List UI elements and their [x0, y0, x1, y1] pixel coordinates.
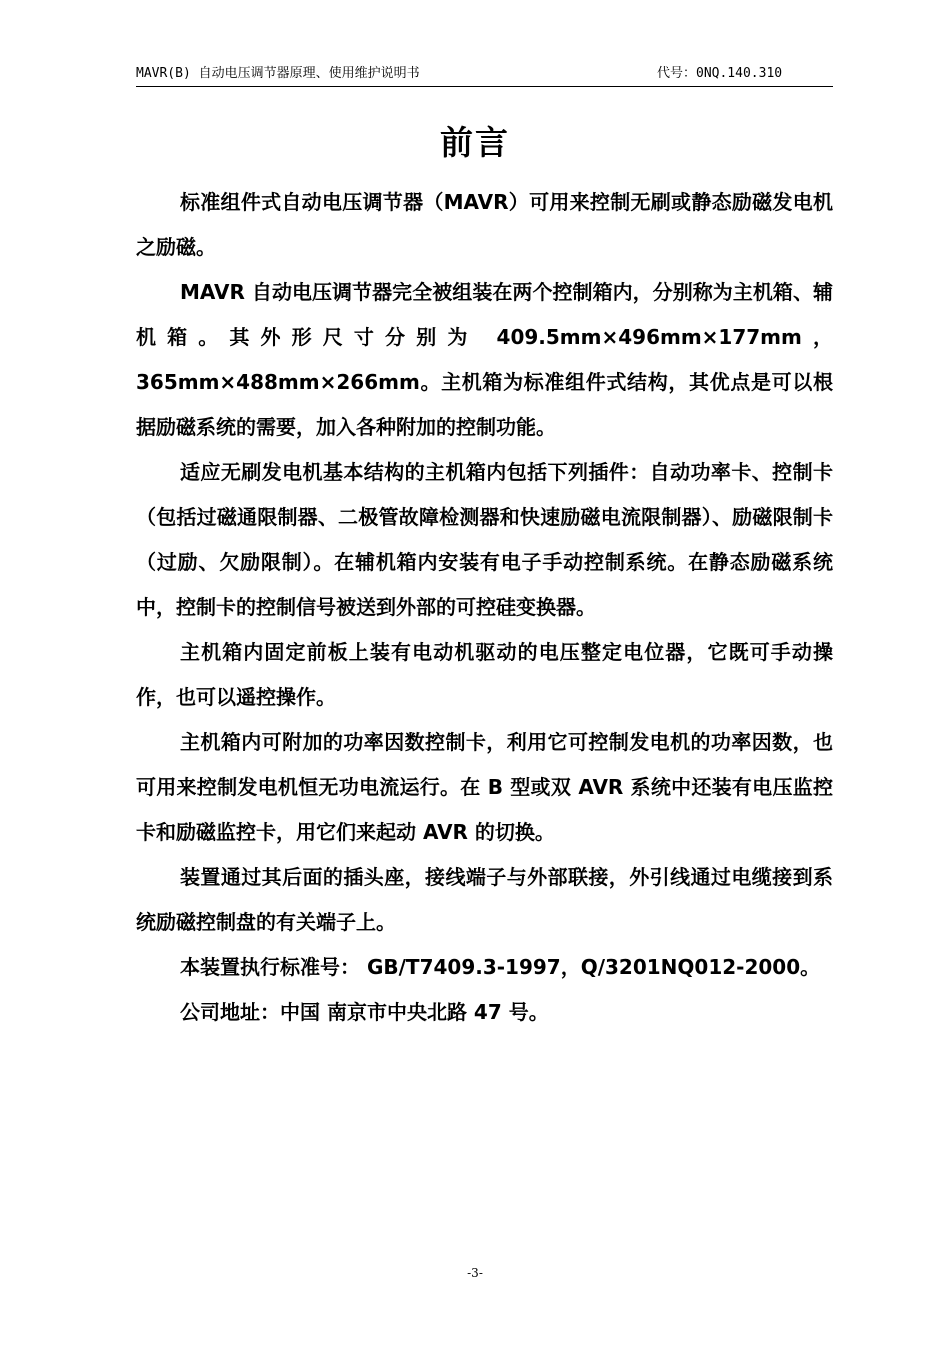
paragraph-power-factor-card: 主机箱内可附加的功率因数控制卡，利用它可控制发电机的功率因数，也可用来控制发电机恒无功电流运行。在 B 型或双 AVR 系统中还装有电压监控卡和励磁监控卡，用它们来起动 AVR 的切换。 — [136, 730, 833, 844]
paragraph-standard-number: 本装置执行标准号： GB/T7409.3-1997，Q/3201NQ012-2000。 — [180, 955, 821, 979]
running-header — [136, 64, 833, 87]
body-text — [136, 180, 833, 1035]
paragraph-plugin-cards: 适应无刷发电机基本结构的主机箱内包括下列插件：自动功率卡、控制卡（包括过磁通限制器、二极管故障检测器和快速励磁电流限制器）、励磁限制卡（过励、欠励限制）。在辅机箱内安装有电子手动控制系统。在静态励磁系统中，控制卡的控制信号被送到外部的可控硅变换器。 — [136, 460, 833, 619]
page-number: -3- — [467, 1266, 483, 1280]
paragraph-control-boxes: MAVR 自动电压调节器完全被组装在两个控制箱内，分别称为主机箱、辅机箱。其外形尺寸分别为 409.5mm×496mm×177mm，365mm×488mm×266mm。主机箱为标准组件式结构，其优点是可以根据励磁系统的需要，加入各种附加的控制功能。 — [136, 280, 833, 439]
paragraph-company-address: 公司地址：中国 南京市中央北路 47 号。 — [180, 1000, 549, 1024]
header-document-code: 代号：0NQ.140.310 — [657, 66, 783, 81]
paragraph-connections: 装置通过其后面的插头座，接线端子与外部联接，外引线通过电缆接到系统励磁控制盘的有关端子上。 — [136, 865, 833, 934]
page-title: 前言 — [440, 123, 510, 162]
paragraph-voltage-setter: 主机箱内固定前板上装有电动机驱动的电压整定电位器，它既可手动操作，也可以遥控操作。 — [136, 640, 833, 709]
paragraph-mavr-overview: 标准组件式自动电压调节器（MAVR）可用来控制无刷或静态励磁发电机之励磁。 — [136, 190, 833, 259]
header-document-title: MAVR(B) 自动电压调节器原理、使用维护说明书 — [136, 66, 420, 81]
